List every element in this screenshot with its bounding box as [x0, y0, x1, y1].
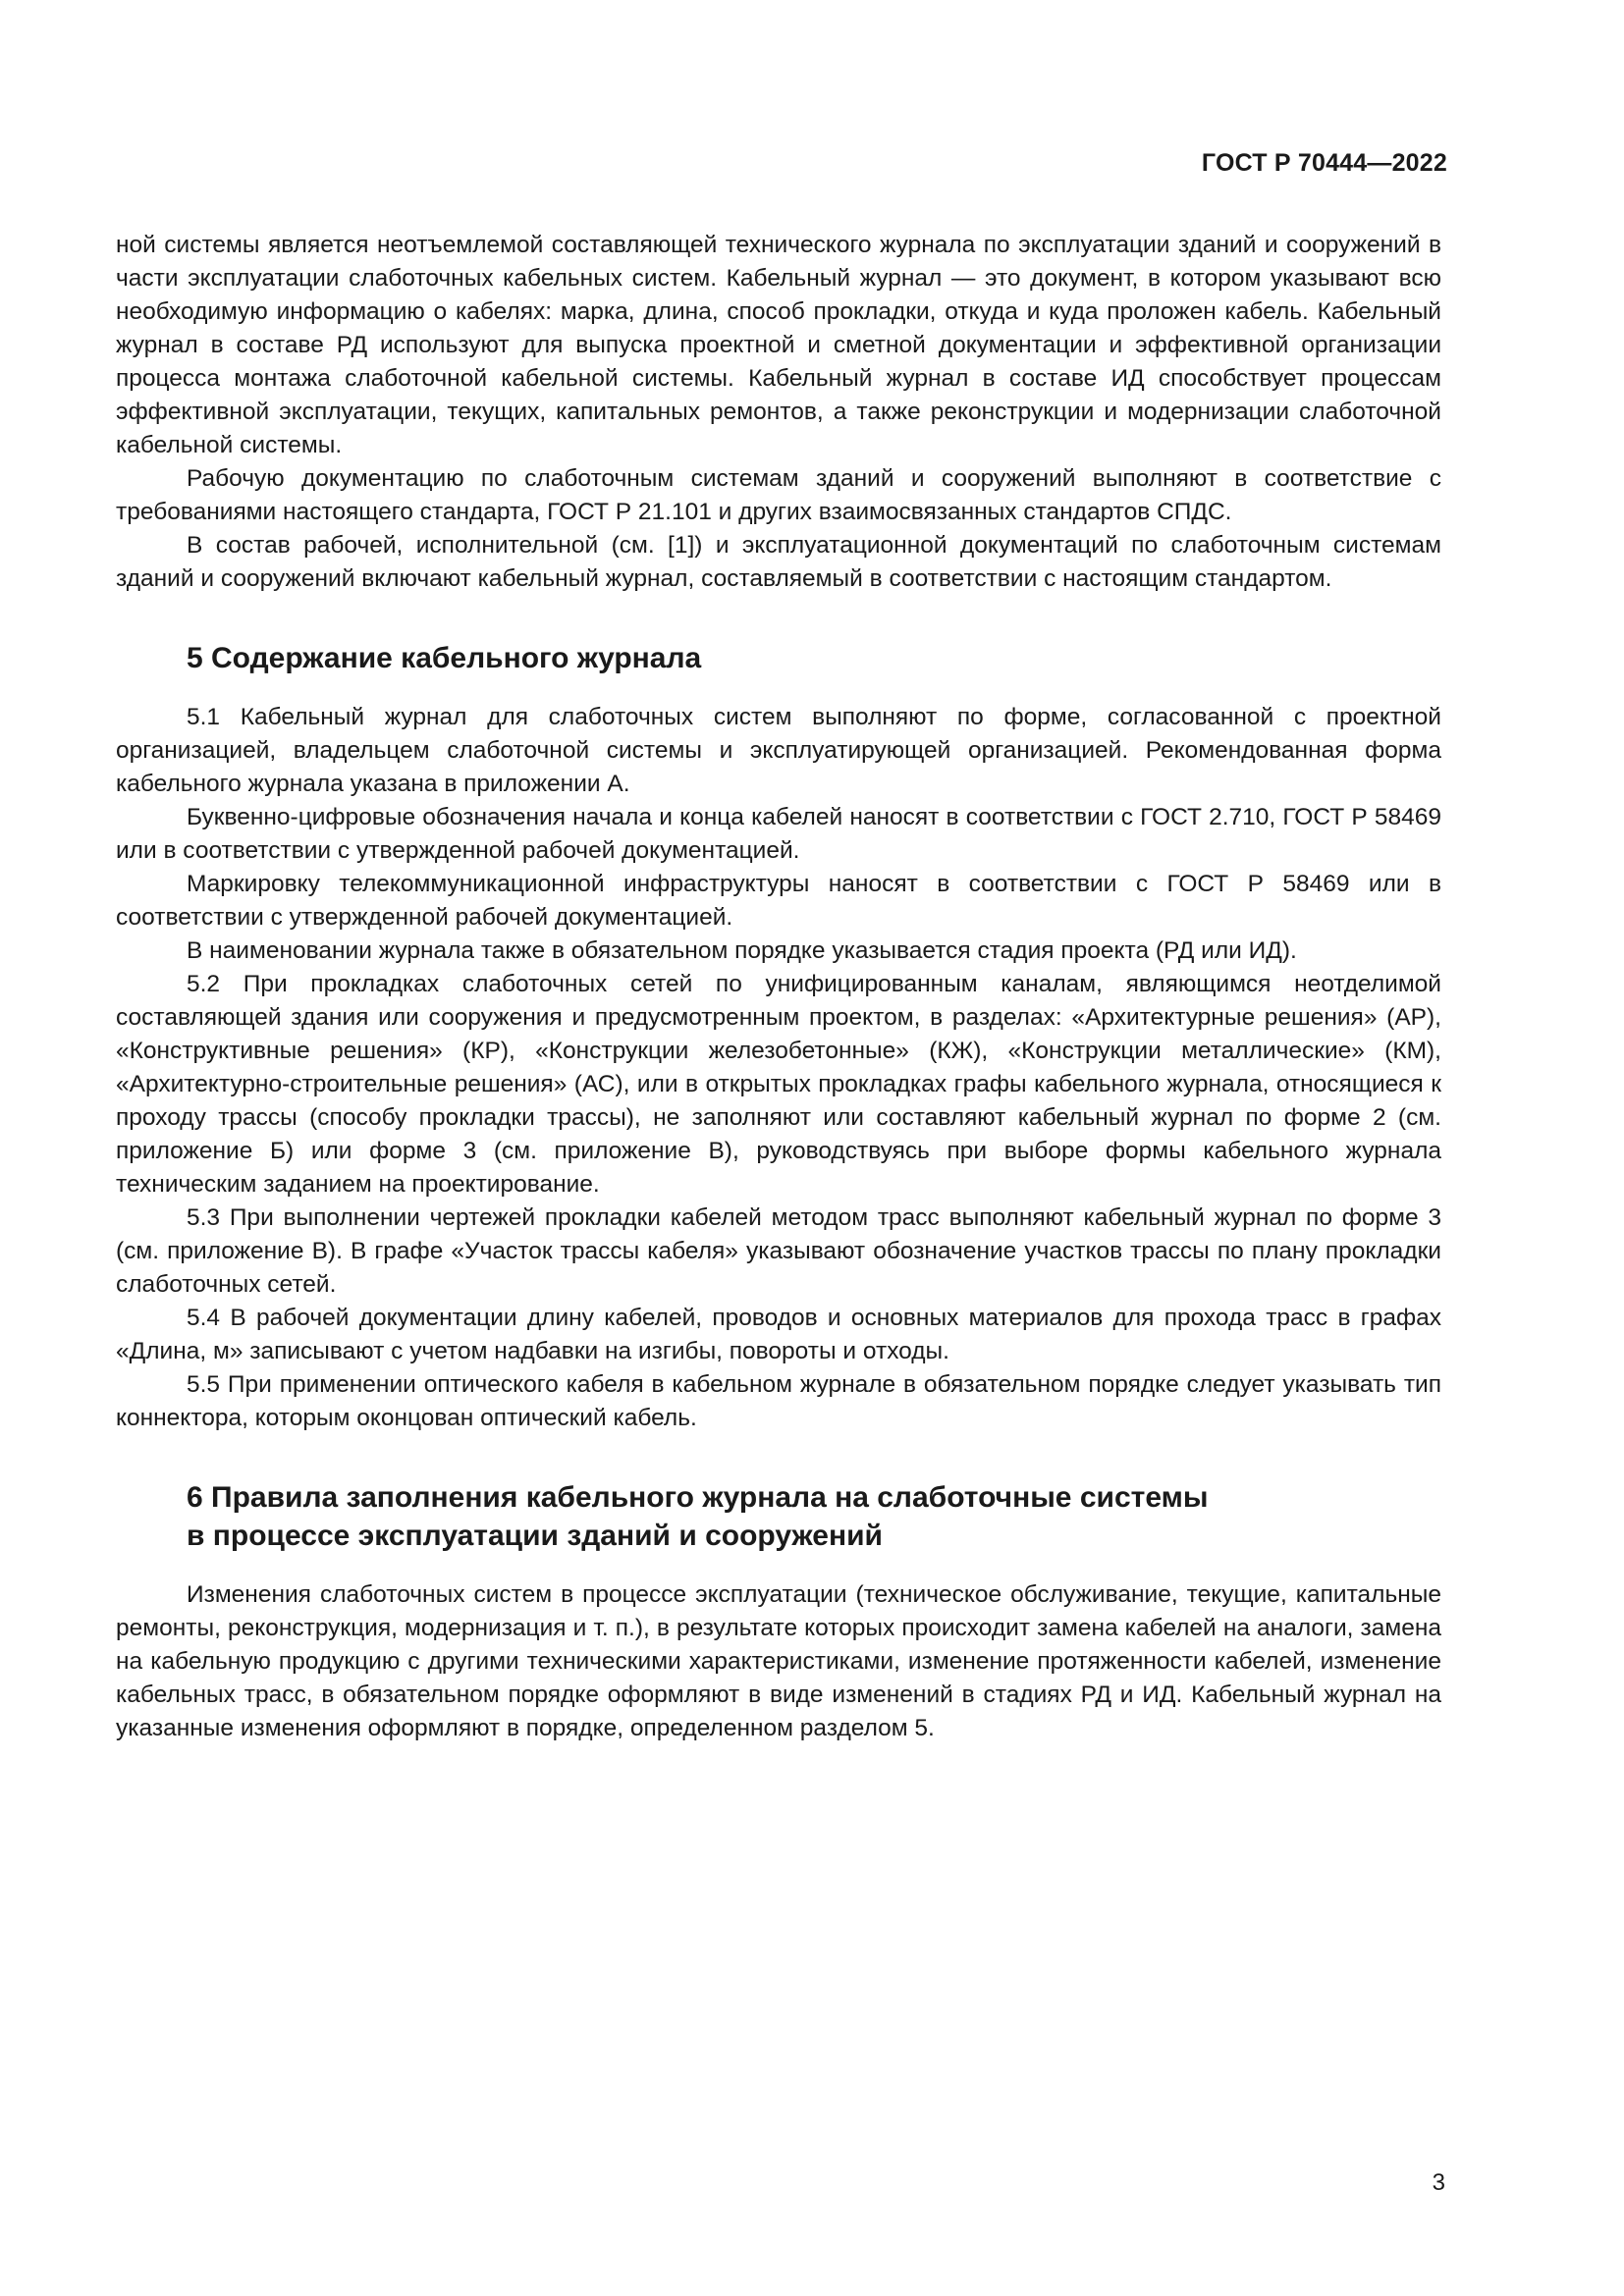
section-6-heading-line-2: в процессе эксплуатации зданий и сооружений: [187, 1520, 883, 1552]
section-5-paragraph-4: В наименовании журнала также в обязательном порядке указывается стадия проекта (РД или ИД).: [187, 937, 1297, 964]
intro-paragraph-3: В состав рабочей, исполнительной (см. [1]) и эксплуатационной документаций по слаботочным системам зданий и сооружений включают кабельный журнал, составляемый в соответствии с настоящим стандартом.: [116, 532, 1441, 592]
page-number: 3: [1432, 2169, 1445, 2196]
section-5-paragraph-1: 5.1 Кабельный журнал для слаботочных систем выполняют по форме, согласованной с проектной организацией, владельцем слаботочной системы и эксплуатирующей организацией. Рекомендованная форма кабельного журнала указана в приложении А.: [116, 704, 1441, 797]
section-6-paragraph-1: Изменения слаботочных систем в процессе эксплуатации (техническое обслуживание, текущие, капитальные ремонты, реконструкция, модернизация и т. п.), в результате которых происходит замена кабелей на аналоги, замена на кабельную продукцию с другими техническими характеристиками, изменение протяженности кабелей, изменение кабельных трасс, в обязательном порядке оформляют в виде изменений в стадиях РД и ИД. Кабельный журнал на указанные изменения оформляют в порядке, определенном разделом 5.: [116, 1581, 1441, 1741]
document-code-header: ГОСТ Р 70444—2022: [1201, 149, 1447, 177]
section-5-paragraph-3: Маркировку телекоммуникационной инфраструктуры наносят в соответствии с ГОСТ Р 58469 или в соответствии с утвержденной рабочей документацией.: [116, 871, 1441, 931]
section-6-heading-line-1: 6 Правила заполнения кабельного журнала на слаботочные системы: [187, 1481, 1209, 1514]
intro-paragraph-1: ной системы является неотъемлемой составляющей технического журнала по эксплуатации зданий и сооружений в части эксплуатации слаботочных кабельных систем. Кабельный журнал — это документ, в котором указывают всю необходимую информацию о кабелях: марка, длина, способ прокладки, откуда и куда проложен кабель. Кабельный журнал в составе РД используют для выпуска проектной и сметной документации и эффективной организации процесса монтажа слаботочной кабельной системы. Кабельный журнал в составе ИД способствует процессам эффективной эксплуатации, текущих, капитальных ремонтов, а также реконструкции и модернизации слаботочной кабельной системы.: [116, 232, 1441, 458]
document-body: [116, 229, 1441, 1745]
intro-paragraph-2: Рабочую документацию по слаботочным системам зданий и сооружений выполняют в соответствие с требованиями настоящего стандарта, ГОСТ Р 21.101 и других взаимосвязанных стандартов СПДС.: [116, 465, 1441, 525]
section-5-heading: 5 Содержание кабельного журнала: [187, 642, 702, 674]
section-5-paragraph-2: Буквенно-цифровые обозначения начала и конца кабелей наносят в соответствии с ГОСТ 2.710, ГОСТ Р 58469 или в соответствии с утвержденной рабочей документацией.: [116, 804, 1441, 864]
section-5-paragraph-7: 5.4 В рабочей документации длину кабелей, проводов и основных материалов для прохода трасс в графах «Длина, м» записывают с учетом надбавки на изгибы, повороты и отходы.: [116, 1305, 1441, 1364]
section-6-heading: [116, 1478, 1441, 1555]
section-5-paragraph-8: 5.5 При применении оптического кабеля в кабельном журнале в обязательном порядке следует указывать тип коннектора, которым оконцован оптический кабель.: [116, 1371, 1441, 1431]
section-5-paragraph-5: 5.2 При прокладках слаботочных сетей по унифицированным каналам, являющимся неотделимой составляющей здания или сооружения и предусмотренным проектом, в разделах: «Архитектурные решения» (АР), «Конструктивные решения» (КР), «Конструкции железобетонные» (КЖ), «Конструкции металлические» (КМ), «Архитектурно-строительные решения» (АС), или в открытых прокладках графы кабельного журнала, относящиеся к проходу трассы (способу прокладки трассы), не заполняют или составляют кабельный журнал по форме 2 (см. приложение Б) или форме 3 (см. приложение В), руководствуясь при выборе формы кабельного журнала техническим заданием на проектирование.: [116, 971, 1441, 1198]
section-5-paragraph-6: 5.3 При выполнении чертежей прокладки кабелей методом трасс выполняют кабельный журнал по форме 3 (см. приложение В). В графе «Участок трассы кабеля» указывают обозначение участков трассы по плану прокладки слаботочных сетей.: [116, 1204, 1441, 1298]
